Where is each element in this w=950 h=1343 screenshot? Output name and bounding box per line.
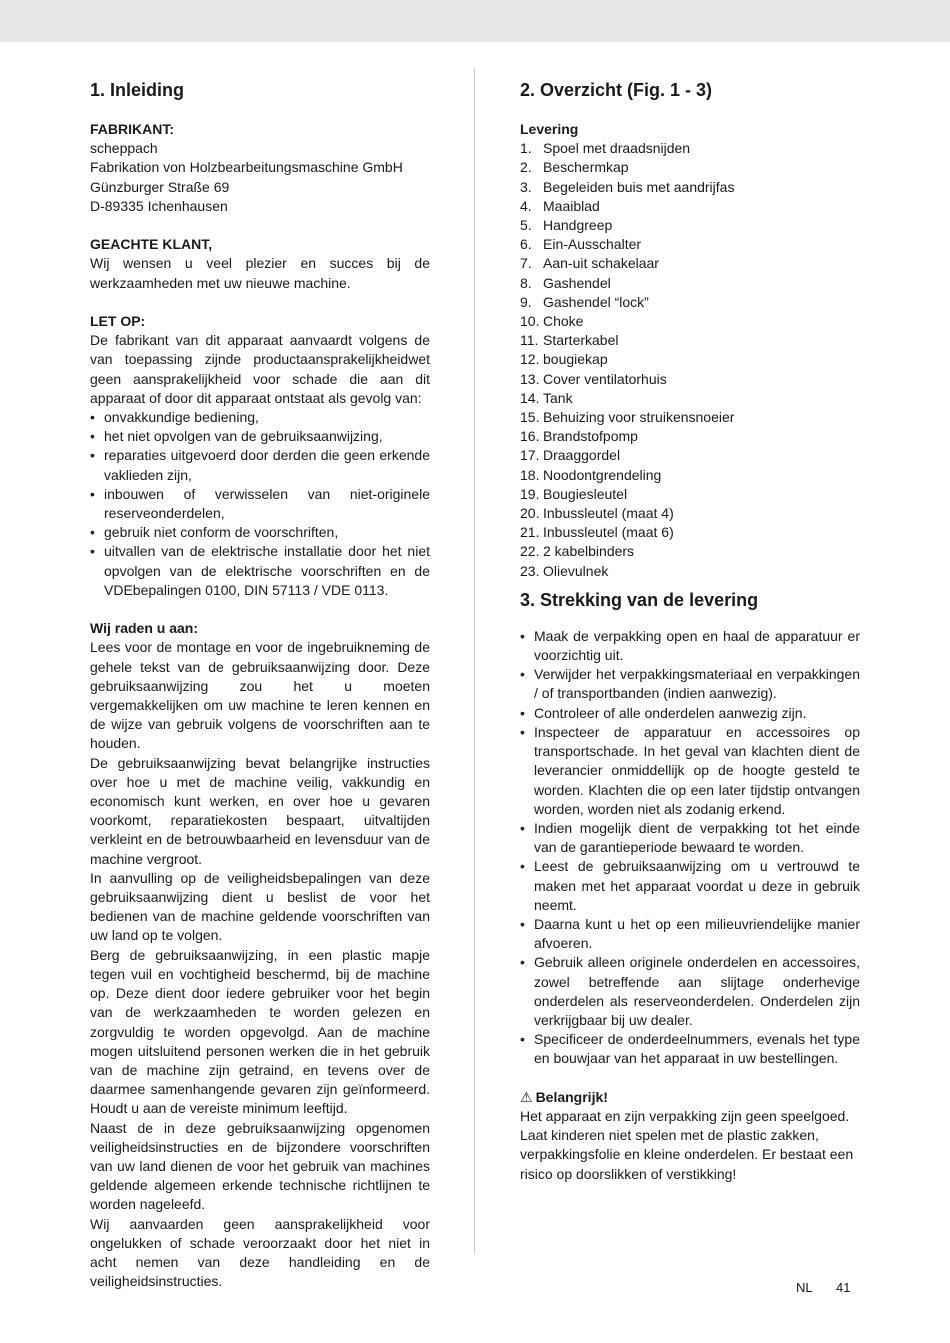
delivery-item-label: Tank [543,389,573,406]
column-divider [474,68,475,1254]
delivery-item-label: Cover ventilatorhuis [543,370,667,387]
delivery-item [520,389,860,408]
manufacturer-line: Fabrikation von Holzbearbeitungsmaschine GmbH [90,159,403,176]
footer-page-number: 41 [836,1280,851,1295]
customer-text: Wij wensen u veel plezier en succes bij de werkzaamheden met uw nieuwe machine. [90,255,430,291]
delivery-item-label: Beschermkap [543,159,629,176]
delivery-item-number: 13. [520,370,540,387]
delivery-item [520,216,860,235]
delivery-item [520,235,860,254]
section-heading-scope: 3. Strekking van de levering [520,589,759,610]
list-item: • gebruik niet conform de voorschriften, [90,524,339,541]
delivery-item-number: 22. [520,543,540,560]
attention-label: LET OP: [90,313,146,329]
list-item: • onvakkundige bediening, [90,409,259,426]
list-item: • Indien mogelijk dient de verpakking tot het einde van de garantieperiode bewaard te worden. [520,819,860,856]
warning-triangle-icon: ⚠ [520,1088,533,1105]
scope-list [520,627,860,1069]
list-item: • uitvallen van de elektrische installatie door het niet opvolgen van de elektrische voorschriften en de VDEbepalingen 0100, DIN 57113 / VDE 0113. [90,543,430,598]
delivery-item-label: Inbussleutel (maat 6) [543,524,674,541]
advice-label: Wij raden u aan: [90,620,199,637]
delivery-item-number: 5. [520,217,532,234]
delivery-list [520,139,860,581]
delivery-item [520,542,860,561]
delivery-item-label: Inbussleutel (maat 4) [543,505,674,522]
delivery-item-label: Starterkabel [543,332,619,349]
delivery-item [520,446,860,465]
list-item: • Verwijder het verpakkingsmateriaal en verpakkingen / of transportbanden (indien aanwezig). [520,666,860,702]
delivery-item-number: 17. [520,447,540,464]
delivery-item-number: 6. [520,236,532,253]
delivery-item [520,158,860,177]
important-label-row: ⚠ Belangrijk! [520,1088,608,1105]
delivery-item-label: Ein-Ausschalter [543,236,642,253]
delivery-item-label: Aan-uit schakelaar [543,255,659,272]
header-bar [0,0,950,42]
delivery-item-number: 7. [520,255,532,272]
delivery-item-label: Spoel met draadsnijden [543,140,691,157]
manufacturer-label: FABRIKANT: [90,121,174,137]
delivery-item-number: 10. [520,313,540,330]
advice-paragraph: Berg de gebruiksaanwijzing, in een plastic mapje tegen vuil en vochtigheid beschermd, bij de machine op. Deze dient door iedere gebruiker voor het begin van de werkzaamheden te worden gelezen en zorgvuldig te worden opgevolgd. Aan de machine mogen uitsluitend personen werken die in het gebruik van de machine zijn getraind, en tevens over de daarmee samenhangende gevaren zijn geïnformeerd. Houdt u aan de vereiste minimum leeftijd. [90,946,430,1117]
left-column [90,68,430,1291]
delivery-item-label: Maaiblad [543,197,600,214]
list-item: • Specificeer de onderdeelnummers, evenals het type en bouwjaar van het apparaat in uw bestellingen. [520,1031,860,1067]
delivery-item-label: bougiekap [543,351,608,368]
delivery-item-number: 9. [520,293,532,310]
delivery-item-number: 21. [520,524,540,541]
manufacturer-line: Günzburger Straße 69 [90,178,230,195]
list-item: • inbouwen of verwisselen van niet-originele reserveonderdelen, [90,485,430,522]
delivery-item-label: Brandstofpomp [543,428,638,445]
delivery-item-number: 16. [520,428,540,445]
delivery-item [520,350,860,369]
list-item: • Daarna kunt u het op een milieuvriendelijke manier afvoeren. [520,915,860,952]
delivery-item [520,562,860,581]
delivery-item [520,523,860,542]
delivery-item [520,331,860,350]
delivery-label: Levering [520,121,579,137]
list-item: • Leest de gebruiksaanwijzing om u vertrouwd te maken met het apparaat voordat u deze in gebruik neemt. [520,858,860,913]
delivery-item-number: 23. [520,562,540,579]
attention-text: De fabrikant van dit apparaat aanvaardt volgens de van toepassing zijnde productaansprakelijkheidwet geen aansprakelijkheid voor schade die aan dit apparaat of door dit apparaat ontstaat als gevolg van: [90,332,430,406]
right-column [520,68,860,1184]
footer-language: NL [796,1280,813,1295]
delivery-item-number: 12. [520,351,540,368]
delivery-item-number: 4. [520,197,532,214]
delivery-item-label: Bougiesleutel [543,485,628,502]
delivery-item-label: Noodontgrendeling [543,466,662,483]
advice-paragraph: De gebruiksaanwijzing bevat belangrijke instructies over hoe u met de machine veilig, vakkundig en economisch kunt werken, en over hoe u gevaren voorkomt, reparatiekosten bespaart, uitvaltijden verkleint en de betrouwbaarheid en levensduur van de machine vergroot. [90,754,430,867]
delivery-item-label: Draaggordel [543,447,621,464]
delivery-item-number: 20. [520,505,540,522]
delivery-item-label: Behuizing voor struikensnoeier [543,409,735,426]
list-item: • het niet opvolgen van de gebruiksaanwijzing, [90,428,383,445]
delivery-item [520,408,860,427]
delivery-item-number: 14. [520,389,540,406]
list-item: • reparaties uitgevoerd door derden die geen erkende vaklieden zijn, [90,447,430,483]
list-item: • Maak de verpakking open en haal de apparatuur er voorzichtig uit. [520,627,860,664]
list-item: • Gebruik alleen originele onderdelen en accessoires, zowel betreffende aan slijtage onderhevige onderdelen als reserveonderdelen. Onderdelen zijn verkrijgbaar bij uw dealer. [520,954,860,1028]
advice-paragraph: In aanvulling op de veiligheidsbepalingen van deze gebruiksaanwijzing dient u beslist de voor het bedienen van de machine geldende voorschriften van uw land op te volgen. [90,869,430,944]
customer-label: GEACHTE KLANT, [90,236,213,253]
delivery-item [520,485,860,504]
delivery-item [520,504,860,523]
delivery-item-number: 18. [520,466,540,483]
important-text: Het apparaat en zijn verpakking zijn geen speelgoed. Laat kinderen niet spelen met de plastic zakken, verpakkingsfolie en kleine onderdelen. Er bestaat een risico op doorslikken of verstikking! [520,1107,854,1182]
advice-paragraph: Naast de in deze gebruiksaanwijzing opgenomen veiligheidsinstructies en de bijzondere voorschriften van uw land dienen de voor het gebruik van machines geldende algemeen erkende technische richtlijnen te worden nageleefd. [90,1119,430,1213]
delivery-item-label: Begeleiden buis met aandrijfas [543,178,735,195]
list-item: • Inspecteer de apparatuur en accessoires op transportschade. In het geval van klachten dient de leverancier onmiddellijk op de hoogte gesteld te worden. Klachten die op een later tijdstip ontvangen worden, worden niet als zodanig erkend. [520,723,860,817]
delivery-item [520,370,860,389]
delivery-item-label: Gashendel “lock” [543,293,649,310]
delivery-item [520,466,860,485]
delivery-item [520,427,860,446]
delivery-item-label: Choke [543,313,584,330]
delivery-item-number: 2. [520,159,532,176]
manufacturer-line: scheppach [90,140,158,157]
delivery-item [520,293,860,312]
section-heading-introduction: 1. Inleiding [90,80,185,100]
delivery-item-number: 19. [520,485,540,502]
section-heading-overview: 2. Overzicht (Fig. 1 - 3) [520,80,713,100]
delivery-item-label: Handgreep [543,217,613,234]
advice-paragraph: Wij aanvaarden geen aansprakelijkheid voor ongelukken of schade veroorzaakt door het niet in acht nemen van deze handleiding en de veiligheidsinstructies. [90,1215,430,1290]
delivery-item [520,312,860,331]
delivery-item-number: 11. [520,332,539,349]
delivery-item [520,197,860,216]
delivery-item-label: Gashendel [543,274,611,291]
delivery-item [520,274,860,293]
delivery-item [520,178,860,197]
delivery-item-number: 15. [520,409,540,426]
delivery-item-number: 1. [520,140,532,157]
delivery-item-number: 8. [520,274,532,291]
delivery-item [520,254,860,273]
list-item: • Controleer of alle onderdelen aanwezig zijn. [520,704,807,721]
delivery-item-label: 2 kabelbinders [543,543,635,560]
advice-paragraph: Lees voor de montage en voor de ingebruikneming de gehele tekst van de gebruiksaanwijzing door. Deze gebruiksaanwijzing zou het u moeten vergemakkelijken om uw machine te leren kennen en de wijze van gebruik volgens de voorschriften aan te houden. [90,639,430,752]
attention-list [90,408,430,600]
delivery-item-number: 3. [520,178,532,195]
delivery-item-label: Olievulnek [543,562,609,579]
delivery-item [520,139,860,158]
manufacturer-line: D-89335 Ichenhausen [90,197,228,214]
